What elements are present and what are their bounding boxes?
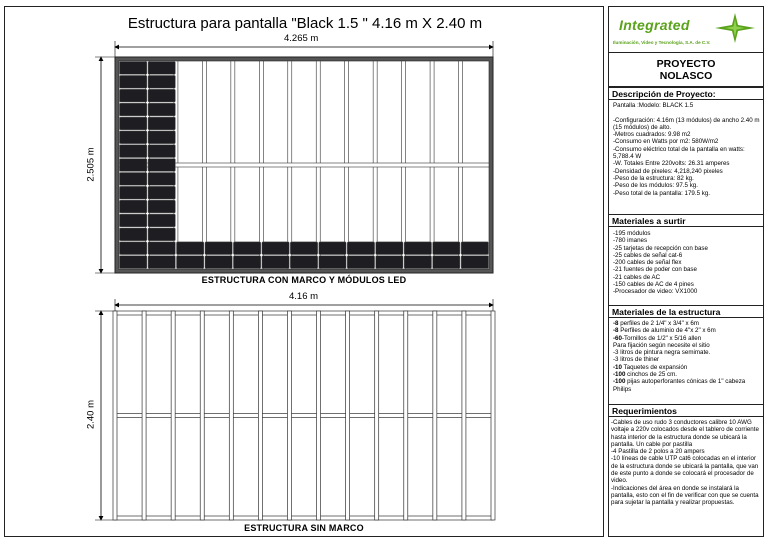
structure-drawing [5, 7, 605, 538]
structure-stud [404, 311, 408, 520]
bottom-structure-grid [113, 311, 495, 520]
led-module [404, 256, 431, 269]
description-list [609, 102, 763, 197]
list-item [613, 320, 760, 327]
structure-stud [375, 311, 379, 520]
structure-stud [200, 311, 204, 520]
list-item: -21 cables de AC [613, 273, 661, 281]
list-item [613, 335, 760, 342]
led-module [120, 186, 147, 199]
list-item [613, 349, 760, 356]
led-module [404, 242, 431, 255]
list-item: -25 tarjetas de recepción con base [613, 244, 708, 252]
materials-header: Materiales a surtir [609, 214, 763, 227]
led-module [148, 228, 175, 241]
item-text: pijas autoperforantes cónicas de 1" cabeza Philips [613, 378, 746, 393]
led-module [120, 131, 147, 144]
list-item: -W. Totales Entre 220volts: 26.31 amperes [613, 160, 730, 168]
led-module [262, 256, 289, 269]
top-width-label: 4.265 m [284, 33, 319, 44]
description-header: Descripción de Proyecto: [609, 87, 763, 100]
project-box [609, 53, 763, 87]
quantity: -60 [613, 334, 622, 342]
led-module [148, 173, 175, 186]
led-module [177, 256, 204, 269]
list-item [613, 378, 760, 393]
list-item [613, 109, 760, 116]
structure-stud [433, 311, 437, 520]
led-module [120, 145, 147, 158]
led-module [120, 75, 147, 88]
led-module [148, 62, 175, 75]
quantity: -8 [613, 327, 619, 335]
list-item: -Densidad de pixeles: 4,218,240 pixeles [613, 167, 723, 175]
drawing-sheet [4, 6, 604, 537]
structure-stud [113, 311, 117, 520]
list-item: -200 cables de señal flex [613, 259, 682, 267]
item-text: -3 litros de thiner [613, 356, 660, 364]
sheet-title: Estructura para pantalla "Black 1.5 " 4.16 m X 2.40 m [127, 15, 483, 32]
item-text: cinchos de 25 cm. [625, 371, 677, 379]
led-module [290, 256, 317, 269]
quantity: -10 [613, 363, 622, 371]
led-module [120, 173, 147, 186]
star-icon [713, 11, 757, 45]
quantity: -100 [613, 378, 626, 386]
list-item: -Indicaciones del área en donde se instalará la pantalla, esto con el fin de verificar con que se cuenta para sujetar la pantalla y realizar propuestas. [611, 484, 759, 507]
led-module [347, 242, 374, 255]
led-module [148, 131, 175, 144]
list-item [613, 327, 760, 334]
logo-tagline: Iluminación, Video y Tecnología, S.A. de C.V. [613, 40, 711, 45]
requirements-header: Requerimientos [609, 404, 763, 417]
led-module [148, 75, 175, 88]
requirements-list [609, 419, 763, 507]
led-module [148, 145, 175, 158]
quantity: -8 [613, 320, 619, 327]
led-module [177, 242, 204, 255]
item-text: Para fijación según necesite el sitio [613, 341, 710, 349]
bottom-height-label: 2.40 m [85, 399, 97, 430]
item-text: Taquetes de expansión [621, 363, 688, 371]
list-item: -25 cables de señal cat-6 [613, 251, 683, 259]
led-module [205, 242, 232, 255]
led-module [120, 89, 147, 102]
list-item [613, 342, 760, 349]
bottom-width-label: 4.16 m [289, 291, 319, 302]
led-module [290, 242, 317, 255]
list-item: -Peso de los módulos: 97.5 kg. [613, 182, 698, 190]
structure-stud [317, 311, 321, 520]
structure-stud [258, 311, 262, 520]
led-module [120, 228, 147, 241]
led-module [148, 256, 175, 269]
led-module [120, 256, 147, 269]
structure-stud [171, 311, 175, 520]
led-module [148, 103, 175, 116]
structure-stud [462, 311, 466, 520]
led-module [233, 256, 260, 269]
list-item: Pantalla :Modelo: BLACK 1.5 [613, 102, 694, 109]
item-text: -Tornillos de 1/2" x 5/16 allen [621, 334, 702, 342]
structure-materials-list [609, 320, 763, 393]
led-module [120, 200, 147, 213]
led-module [148, 89, 175, 102]
title-block [608, 6, 764, 537]
led-module [376, 242, 403, 255]
led-module [205, 256, 232, 269]
led-module [262, 242, 289, 255]
led-module [148, 186, 175, 199]
list-item: -4 Pastilla de 2 polos a 20 ampers [611, 448, 705, 456]
led-module [376, 256, 403, 269]
project-name: NOLASCO [659, 70, 713, 82]
list-item: -Configuración: 4.16m (13 módulos) de ancho 2.40 m (15 módulos) de alto. [613, 116, 760, 131]
led-module [148, 242, 175, 255]
item-text: -3 litros de pintura negra semimate. [613, 349, 711, 357]
led-module [148, 159, 175, 172]
led-module [319, 256, 346, 269]
bottom-caption: ESTRUCTURA SIN MARCO [244, 523, 364, 533]
led-module [120, 242, 147, 255]
list-item: -10 líneas de cable UTP cat6 colocadas en el interior de la estructura donde se ubicará la pantalla, que van de este punto a donde se colocará el procesador de video. [611, 455, 759, 485]
led-module [148, 117, 175, 130]
list-item: -Consumo en Watts por m2: 580W/m2 [613, 138, 719, 146]
list-item: -Cables de uso rudo 3 conductores calibre 10 AWG voltaje a 220v colocados desde el tablero de corriente hasta interior de la estructura donde se ubicará la pantalla. Un cable por pastilla [611, 419, 759, 448]
led-module [461, 242, 488, 255]
company-logo [609, 7, 763, 53]
structure-stud [229, 311, 233, 520]
led-module [120, 117, 147, 130]
led-module [433, 242, 460, 255]
led-module [461, 256, 488, 269]
list-item: -21 fuentes de poder con base [613, 266, 697, 274]
led-module [347, 256, 374, 269]
structure-stud [287, 311, 291, 520]
project-label: PROYECTO [656, 58, 716, 70]
led-module [148, 214, 175, 227]
list-item: -Consumo eléctrico total de la pantalla en watts: 5,788.4 W [613, 145, 745, 161]
logo-wordmark: Integrated [619, 17, 690, 33]
led-module [120, 159, 147, 172]
structure-stud [491, 311, 495, 520]
quantity: -100 [613, 371, 626, 379]
list-item: -195 módulos [613, 230, 651, 237]
led-module [120, 214, 147, 227]
led-module [319, 242, 346, 255]
structure-materials-header: Materiales de la estructura [609, 305, 763, 318]
structure-stud [142, 311, 146, 520]
list-item: -780 imanes [613, 237, 648, 245]
led-module [120, 62, 147, 75]
item-text: Perfiles de aluminio de 4"x 2" x 6m [618, 327, 716, 335]
list-item: -Peso total de la pantalla: 179.5 kg. [613, 189, 711, 197]
led-module [433, 256, 460, 269]
structure-stud [346, 311, 350, 520]
list-item [613, 356, 760, 363]
led-module [120, 103, 147, 116]
list-item: -Metros cuadrados: 9.98 m2 [613, 131, 691, 139]
list-item [613, 371, 760, 378]
led-module [148, 200, 175, 213]
top-caption: ESTRUCTURA CON MARCO Y MÓDULOS LED [201, 275, 407, 285]
materials-list [609, 230, 763, 296]
list-item [613, 364, 760, 371]
led-module [233, 242, 260, 255]
item-text: perfiles de 2 1/4" x 3/4" x 6m [618, 320, 699, 327]
list-item: -Procesador de video: VX1000 [613, 288, 698, 296]
list-item: -Peso de la estructura: 82 kg. [613, 174, 694, 182]
top-height-label: 2.505 m [85, 147, 97, 182]
list-item: -150 cables de AC de 4 pines [613, 281, 694, 289]
